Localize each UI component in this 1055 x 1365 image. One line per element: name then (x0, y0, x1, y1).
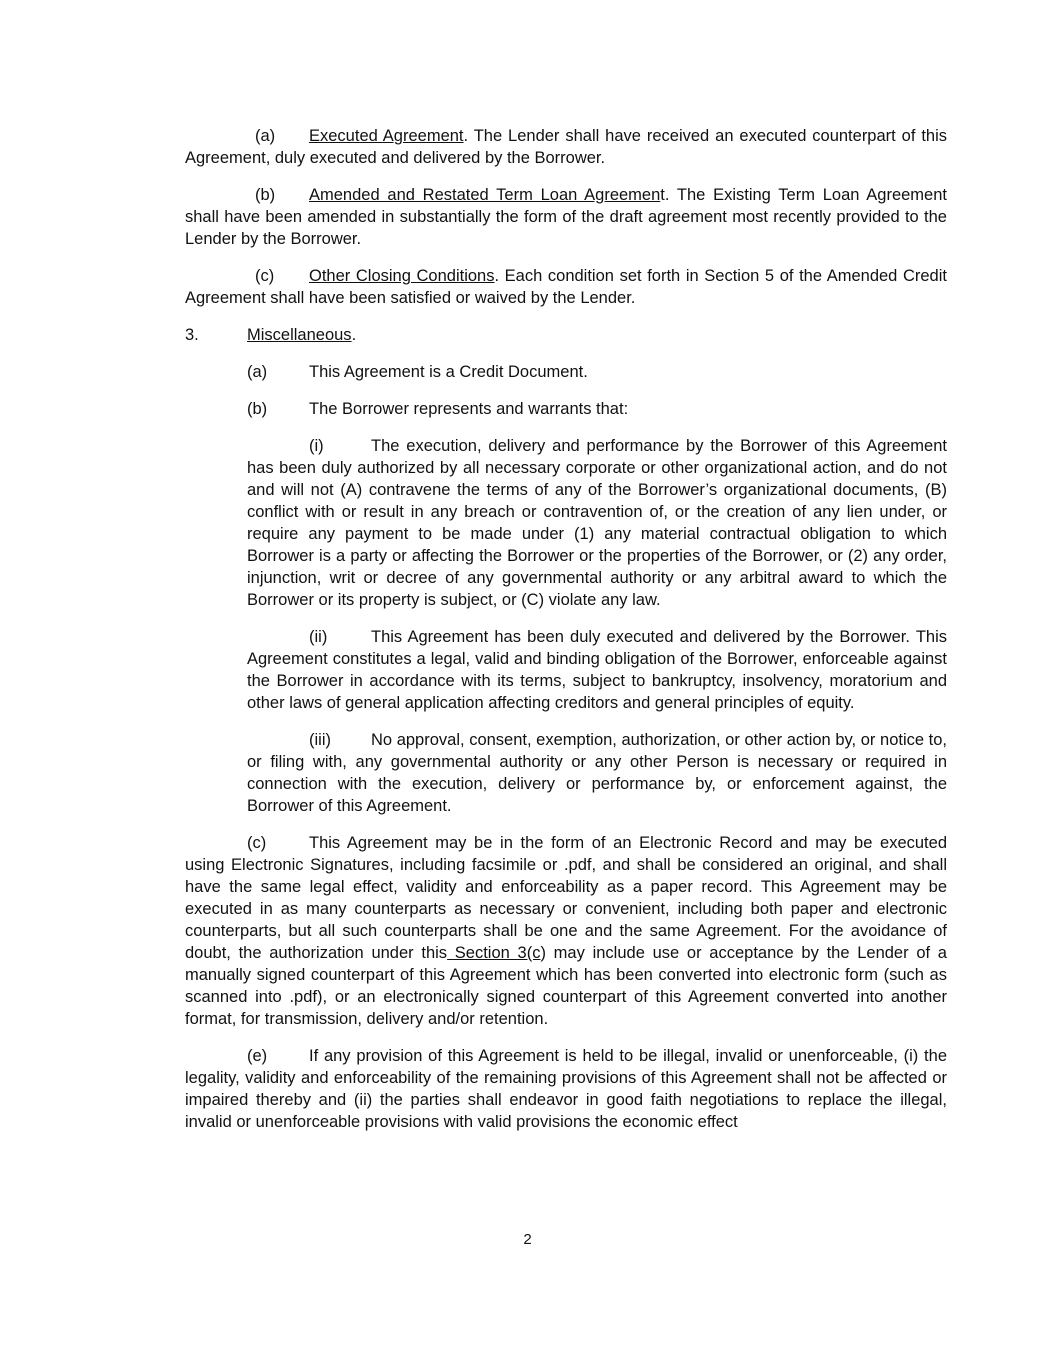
section-3c (185, 832, 947, 1030)
section-3b-iii-text: No approval, consent, exemption, authorization, or other action by, or notice to, or filing with, any governmental authority or any other Person is necessary or required in connection with the execution, delivery or performance by, or enforcement against, the Borrower of this Agreement. (247, 731, 947, 815)
section-3e (185, 1045, 947, 1133)
section-3b-ii-label: (ii) (309, 628, 328, 646)
section-a-heading: Executed Agreement (309, 127, 464, 145)
section-3c-text-after: ) may include use or acceptance by the Lender of a manually signed counterpart of this Agreement which has been converted into electronic form (such as scanned into .pdf), or an electronically signed counterpart of this Agreement converted into another format, for transmission, delivery and/or retention. (185, 944, 947, 1028)
section-b-label: (b) (255, 186, 276, 204)
section-3b-iii-label: (iii) (309, 731, 331, 749)
section-3-heading (185, 324, 947, 346)
section-3a-text: This Agreement is a Credit Document. (309, 363, 588, 381)
section-3b-text: The Borrower represents and warrants that: (309, 400, 629, 418)
section-3b-ii-text: This Agreement has been duly executed and delivered by the Borrower. This Agreement constitutes a legal, valid and binding obligation of the Borrower, enforceable against the Borrower in accordance with its terms, subject to bankruptcy, insolvency, moratorium and other laws of general application affecting creditors and general principles of equity. (247, 628, 947, 712)
section-3-title: Miscellaneous (247, 326, 352, 344)
section-a (185, 125, 947, 169)
section-b-text: t. The Existing Term Loan Agreement shall have been amended in substantially the form of the draft agreement most recently provided to the Lender by the Borrower. (185, 186, 947, 248)
section-3a (247, 361, 947, 383)
section-3b-ii (247, 626, 947, 714)
section-3-number: 3. (185, 326, 199, 344)
section-c (185, 265, 947, 309)
section-3b-i (247, 435, 947, 611)
section-a-label: (a) (255, 127, 276, 145)
section-3b-i-text: The execution, delivery and performance by the Borrower of this Agreement has been duly authorized by all necessary corporate or other organizational action, and do not and will not (A) contravene the terms of any of the Borrower’s organizational documents, (B) conflict with or result in any breach or contravention of, or the creation of any lien under, or require any payment to be made under (1) any material contractual obligation to which Borrower is a party or affecting the Borrower or the properties of the Borrower, or (2) any order, injunction, writ or decree of any governmental authority or any arbitral award to which the Borrower or its property is subject, or (C) violate any law. (247, 437, 947, 609)
section-3b (247, 398, 947, 420)
document-page (185, 125, 947, 1148)
section-3c-text-before: This Agreement may be in the form of an Electronic Record and may be executed using Electronic Signatures, including facsimile or .pdf, and shall be considered an original, and shall have the same legal effect, validity and enforceability as a paper record. This Agreement may be executed in as many counterparts as necessary or convenient, including both paper and electronic counterparts, but all such counterparts shall be one and the same Agreement. For the avoidance of doubt, the authorization under this (185, 834, 947, 962)
section-3b-iii (247, 729, 947, 817)
section-b (185, 184, 947, 250)
section-b-heading: Amended and Restated Term Loan Agreemen (309, 186, 661, 204)
section-a-text: . The Lender shall have received an executed counterpart of this Agreement, duly executed and delivered by the Borrower. (185, 127, 947, 167)
section-3c-reference-link: Section 3(c (447, 944, 541, 962)
section-c-text: . Each condition set forth in Section 5 of the Amended Credit Agreement shall have been satisfied or waived by the Lender. (185, 267, 947, 307)
section-3e-text: If any provision of this Agreement is held to be illegal, invalid or unenforceable, (i) the legality, validity and enforceability of the remaining provisions of this Agreement shall not be affected or impaired thereby and (ii) the parties shall endeavor in good faith negotiations to replace the illegal, invalid or unenforceable provisions with valid provisions the economic effect (185, 1047, 947, 1131)
section-c-heading: Other Closing Conditions (309, 267, 495, 285)
page-number: 2 (523, 1231, 532, 1248)
section-3a-label: (a) (247, 363, 268, 381)
section-c-label: (c) (255, 267, 275, 285)
section-3c-label: (c) (247, 834, 267, 852)
section-3-title-tail: . (351, 326, 357, 344)
section-3e-label: (e) (247, 1047, 268, 1065)
section-3b-label: (b) (247, 400, 268, 418)
section-3b-i-label: (i) (309, 437, 324, 455)
